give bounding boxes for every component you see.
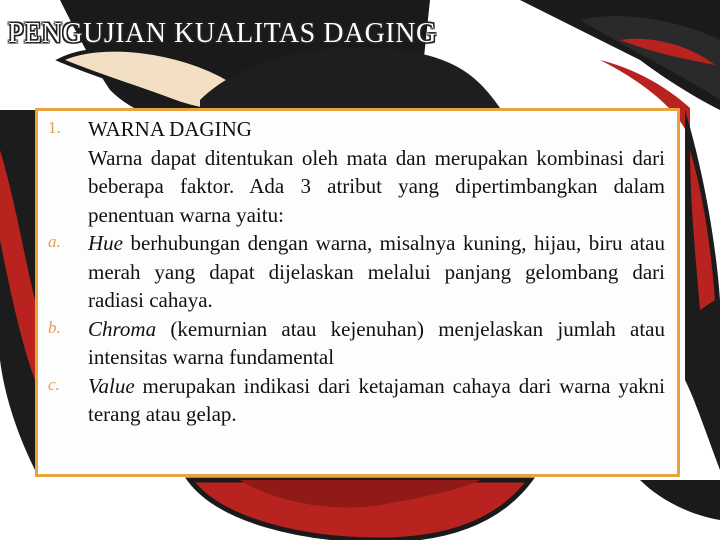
- item-desc: merupakan indikasi dari ketajaman cahaya dari warna yakni terang atau gelap.: [88, 373, 665, 426]
- content-box: [35, 108, 680, 477]
- item-text: [88, 315, 665, 372]
- item-term: Chroma: [88, 316, 157, 341]
- item-term: Value: [88, 373, 135, 398]
- section-heading: WARNA DAGING: [88, 117, 252, 141]
- list-item: [38, 372, 677, 429]
- list-marker: b.: [48, 317, 61, 337]
- content-list: [38, 115, 677, 429]
- list-item: [38, 229, 677, 315]
- item-text: [88, 229, 665, 315]
- section-intro: Warna dapat ditentukan oleh mata dan merupakan kombinasi dari beberapa faktor. Ada 3 atribut yang dipertimbangkan dalam penentuan warna yaitu:: [88, 145, 665, 227]
- section-text: [88, 115, 665, 229]
- item-desc: berhubungan dengan warna, misalnya kuning, hijau, biru atau merah yang dapat dijelaskan melalui panjang gelombang dari radiasi cahaya.: [88, 231, 665, 312]
- item-text: [88, 372, 665, 429]
- item-desc: (kemurnian atau kejenuhan) menjelaskan jumlah atau intensitas warna fundamental: [88, 316, 665, 369]
- list-marker: c.: [48, 374, 60, 394]
- page-title: PENGUJIAN KUALITAS DAGING: [8, 18, 437, 49]
- list-number: 1.: [48, 118, 61, 137]
- list-marker: a.: [48, 232, 61, 251]
- section-item: [38, 115, 677, 229]
- list-item: [38, 315, 677, 372]
- item-term: Hue: [88, 231, 123, 255]
